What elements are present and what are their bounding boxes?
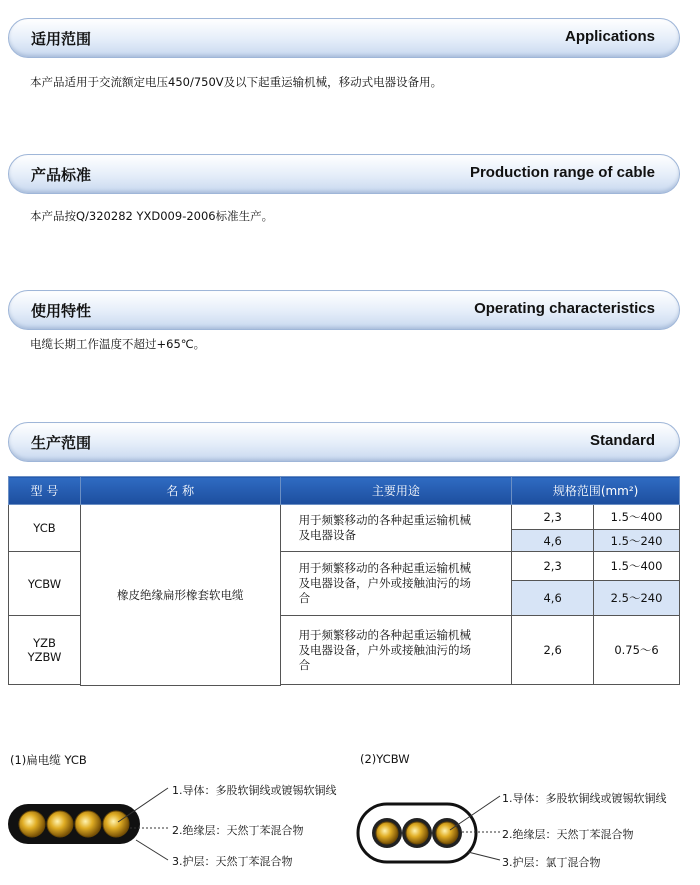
cell-cores: 4,6 xyxy=(512,581,594,616)
model-line: YZB xyxy=(33,636,56,650)
cell-name: 橡皮绝缘扁形橡套软电缆 xyxy=(80,505,280,686)
header-spec: 规格范围(mm²) xyxy=(512,477,680,505)
cell-area: 0.75～6 xyxy=(594,616,680,685)
use-line: 用于频繁移动的各种起重运输机械 xyxy=(298,513,472,527)
diagram-ycb-title: (1)扁电缆 YCB xyxy=(10,753,87,767)
header-model: 型 号 xyxy=(9,477,81,505)
header-use: 主要用途 xyxy=(280,477,512,505)
cell-cores: 2,6 xyxy=(512,616,594,685)
section-title-en: Standard xyxy=(589,432,655,449)
section-title-zh: 生产范围 xyxy=(31,434,92,452)
use-line: 合 xyxy=(298,657,311,672)
cell-cores: 4,6 xyxy=(512,530,594,552)
cell-area: 2.5～240 xyxy=(594,581,680,616)
section-bar-standard xyxy=(8,422,680,462)
header-name: 名 称 xyxy=(80,477,280,505)
diagram-ycbw-title: (2)YCBW xyxy=(360,752,410,766)
section-title-zh: 适用范围 xyxy=(31,30,92,48)
use-line: 及电器设备，户外或接触油污的场 xyxy=(298,576,472,590)
conductor-core xyxy=(103,811,129,837)
cell-cores: 2,3 xyxy=(512,552,594,581)
section-title-en: Production range of cable xyxy=(469,164,655,181)
section-bar-production xyxy=(8,154,680,194)
use-line: 用于频繁移动的各种起重运输机械 xyxy=(298,627,472,642)
ycbw-insulation-label: 2.绝缘层：天然丁苯混合物 xyxy=(502,828,634,841)
section-title-en: Operating characteristics xyxy=(474,300,655,317)
ycb-sheath-label: 3.护层：天然丁苯混合物 xyxy=(172,855,293,868)
use-line: 及电器设备 xyxy=(298,528,357,542)
conductor-core xyxy=(47,811,73,837)
cell-use xyxy=(280,505,512,552)
conductor-core xyxy=(75,811,101,837)
leader-line xyxy=(468,852,500,860)
use-line: 及电器设备，户外或接触油污的场 xyxy=(298,642,472,657)
section-title-zh: 使用特性 xyxy=(31,302,92,320)
ycbw-sheath-label: 3.护层：氯丁混合物 xyxy=(502,856,601,869)
conductor-core xyxy=(406,822,428,844)
section-bar-applications xyxy=(8,18,680,58)
cell-area: 1.5～400 xyxy=(594,552,680,581)
ycb-insulation-label: 2.绝缘层：天然丁苯混合物 xyxy=(172,824,304,837)
cell-model: YCBW xyxy=(9,552,81,616)
ycb-conductor-label: 1.导体：多股软铜线或镀锡软铜线 xyxy=(172,784,337,797)
use-line: 合 xyxy=(298,591,311,605)
section-bar-operating xyxy=(8,290,680,330)
cell-area: 1.5～400 xyxy=(594,505,680,530)
cell-area: 1.5～240 xyxy=(594,530,680,552)
cell-use xyxy=(280,616,512,685)
conductor-core xyxy=(436,822,458,844)
table-header-row xyxy=(9,477,680,505)
section-title-zh: 产品标准 xyxy=(31,166,92,184)
use-line: 用于频繁移动的各种起重运输机械 xyxy=(298,561,472,575)
cell-cores: 2,3 xyxy=(512,505,594,530)
conductor-core xyxy=(376,822,398,844)
ycbw-conductor-label: 1.导体：多股软铜线或镀锡软铜线 xyxy=(502,792,667,805)
model-line: YZBW xyxy=(27,650,62,664)
table-row xyxy=(9,505,680,530)
production-text: 本产品按Q/320282 YXD009-2006标准生产。 xyxy=(30,209,274,223)
section-title-en: Applications xyxy=(564,28,655,45)
leader-line xyxy=(136,840,168,860)
cell-model: YCB xyxy=(9,505,81,552)
applications-text: 本产品适用于交流额定电压450/750V及以下起重运输机械，移动式电器设备用。 xyxy=(30,75,443,89)
cell-use xyxy=(280,552,512,616)
operating-text: 电缆长期工作温度不超过+65℃。 xyxy=(30,337,206,351)
cell-model xyxy=(9,616,81,685)
spec-table xyxy=(8,476,680,686)
conductor-core xyxy=(19,811,45,837)
